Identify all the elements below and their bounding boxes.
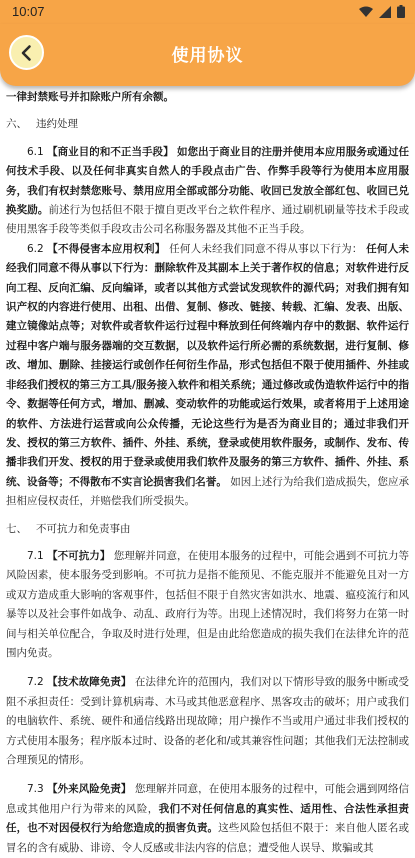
clause-7-3: 7.3 【外来风险免责】 您理解并同意，在使用本服务的过程中，可能会遇到网络信息或其他用户行为带来的风险，我们不对任何信息的真实性、适用性、合法性承担责任，也不对因侵权行为给您造成的损害负责。这些风险包括但不限于：来自他人匿名或冒名的含有威胁、诽谤、令人反感或非法内容的信息；遭受他人误导、欺骗或其 [6, 783, 410, 854]
clause-6-1: 6.1 【商业目的和不正当手段】 如您出于商业目的注册并使用本应用服务或通过任何技术手段、以及任何非真实自然人的手段点击广告、作弊手段等行为使用本应用服务，我们有权封禁您账号、禁用应用全部或部分功能、收回已发放全部红包、收回已兑换奖励。前述行为包括但不限于擅自更改平台之软件程序、通过刷机刷量等技术手段或使用黑客手段等类似手段攻击公司名称服务器及其他不正当手段。 [6, 145, 410, 236]
page-title: 使用协议 [171, 46, 244, 66]
status-time: 10:07 [12, 4, 45, 19]
status-bar [0, 0, 415, 24]
status-icons [359, 5, 405, 18]
section-7-heading: 七、 不可抗力和免责事由 [6, 522, 131, 535]
agreement-content [6, 88, 410, 854]
wifi-icon [359, 6, 373, 18]
section-6-heading: 六、 违约处理 [6, 118, 78, 131]
intro-tail: 一律封禁账号并扣除账户所有余额。 [6, 91, 174, 103]
clause-6-2: 6.2 【不得侵害本应用权利】 任何人未经我们同意不得从事以下行为： 任何人未经我们同意不得从事以下行为：删除软件及其副本上关于著作权的信息；对软件进行反向工程、反向汇编、反向编译，或者以其他方式尝试发现软件的源代码；对我们拥有知识产权的内容进行使用、出租、出借、复制、修改、链接、转载、汇编、发表、出版、建立镜像站点等；对软件或者软件运行过程中释放到任何终端内存中的数据、软件运行过程中客户端与服务器端的交互数据，以及软件运行所必需的系统数据，进行复制、修改、增加、删除、挂接运行或创作任何衍生作品，形式包括但不限于使用插件、外挂或非经我们授权的第三方工具/服务接入软件和相关系统；通过修改或伪造软件运行中的指令、数据等任何方式，增加、删减、变动软件的功能或运行效果，或者将用于上述用途的软件、方法进行运营或向公众传播，无论这些行为是否为商业目的；通过非我们开发、授权的第三方软件、插件、外挂、系统，登录或使用软件服务，或制作、发布、传播非我们开发、授权的用于登录或使用我们软件及服务的第三方软件、插件、外挂、系统、设备等；不得散布不实言论损害我们名誉。 如因上述行为给我们造成损失，您应承担相应侵权责任，并赔偿我们所受损失。 [6, 242, 410, 508]
battery-icon [397, 5, 405, 18]
clause-7-1: 7.1 【不可抗力】 您理解并同意，在使用本服务的过程中，可能会遇到不可抗力等风险因素，使本服务受到影响。不可抗力是指不能预见、不能克服并不能避免且对一方或双方造成重大影响的客观事件，包括但不限于自然灾害如洪水、地震、瘟疫流行和风暴等以及社会事件如战争、动乱、政府行为等。出现上述情况时，我们将努力在第一时间与相关单位配合，争取及时进行处理，但是由此给您造成的损失我们在法律允许的范围内免责。 [6, 549, 410, 659]
app-bar [0, 24, 415, 86]
signal-icon [379, 6, 391, 18]
clause-7-2: 7.2 【技术故障免责】 在法律允许的范围内，我们对以下情形导致的服务中断或受阻不承担责任：受到计算机病毒、木马或其他恶意程序、黑客攻击的破坏；用户或我们的电脑软件、系统、硬件和通信线路出现故障；用户操作不当或用户通过非我们授权的方式使用本服务；程序版本过时、设备的老化和/或其兼容性问题；其他我们无法控制或合理预见的情形。 [6, 676, 410, 766]
